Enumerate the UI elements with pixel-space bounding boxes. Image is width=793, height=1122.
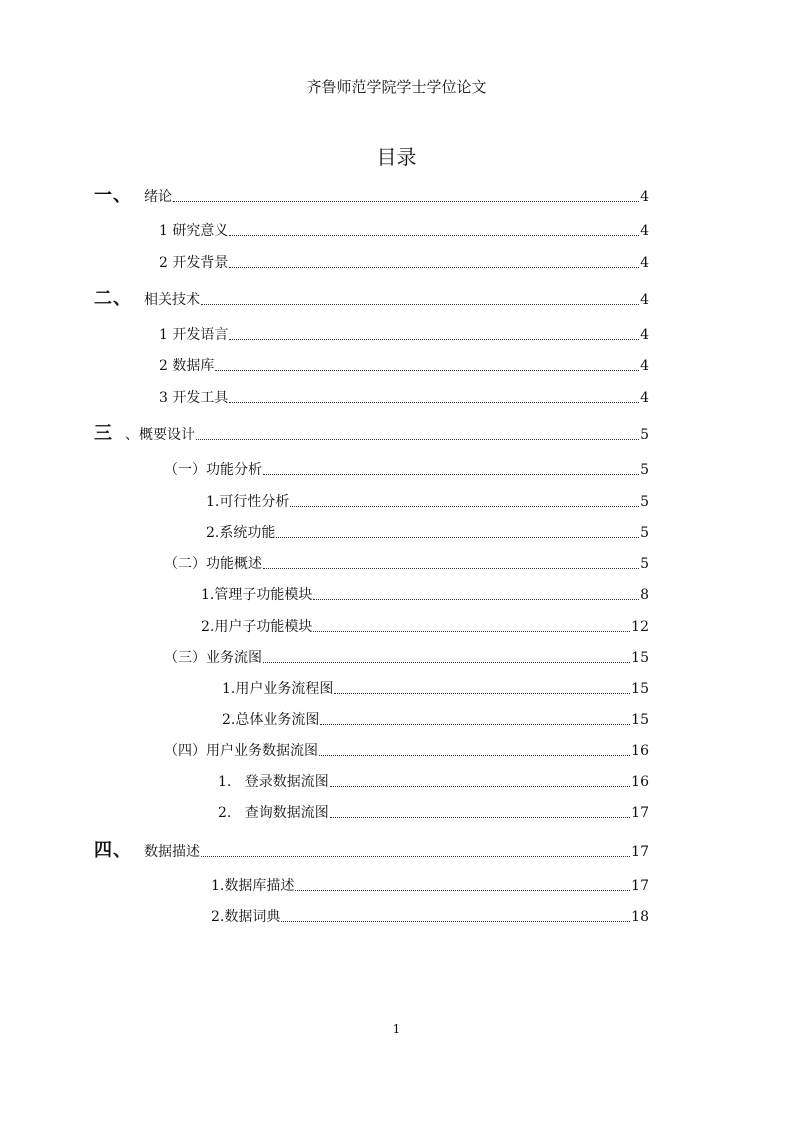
toc-page: 4 [640,255,649,271]
toc-entry[interactable] [94,187,649,207]
dot-leader [290,506,639,507]
toc-text: 绪论 [144,189,172,205]
dot-leader [263,662,630,663]
toc-page: 17 [631,844,649,860]
dot-leader [173,201,639,202]
toc-page: 18 [631,909,649,925]
toc-text: 功能分析 [206,462,262,478]
toc-text: 开发工具 [172,390,229,406]
toc-entry[interactable] [159,221,649,241]
dot-leader [263,474,639,475]
dot-leader [229,267,639,268]
toc-page: 5 [640,525,649,541]
toc-text: 研究意义 [172,223,229,239]
running-header: 齐鲁师范学院学士学位论文 [306,78,487,96]
toc-number: 2. [201,619,215,635]
dot-leader [330,817,630,818]
dot-leader [313,599,639,600]
toc-entry[interactable] [206,492,649,512]
toc-page: 4 [640,189,649,205]
dot-leader [319,755,630,756]
toc-entry[interactable] [201,585,649,605]
toc-page: 4 [640,327,649,343]
toc-text: 数据词典 [224,909,281,925]
toc-entry[interactable] [222,710,649,730]
toc-page: 17 [631,805,649,821]
toc-number: （一） [164,462,206,478]
toc-entry[interactable] [164,460,649,480]
toc-number: （二） [164,556,206,572]
toc-page: 4 [640,223,649,239]
toc-number: 1. [211,878,225,894]
toc-text: 总体业务流图 [235,712,320,728]
toc-page: 15 [631,650,649,666]
toc-text: 开发背景 [172,255,229,271]
page-title: 目录 [376,145,417,169]
toc-text: 开发语言 [172,327,229,343]
toc-entry[interactable] [164,648,649,668]
dot-leader [263,568,639,569]
toc-page: 5 [640,494,649,510]
dot-leader [201,856,630,857]
dot-leader [229,402,639,403]
toc-text: 管理子功能模块 [214,587,313,603]
toc-number: 一、 [94,185,132,206]
dot-leader [276,537,639,538]
dot-leader [229,235,639,236]
toc-text: 数据库 [172,358,215,374]
toc-number: 1. [222,681,236,697]
toc-number: 1 [159,327,168,343]
toc-page: 5 [640,556,649,572]
toc-entry[interactable] [218,772,649,792]
toc-number: 1. [206,494,220,510]
dot-leader [215,370,639,371]
toc-entry[interactable] [211,876,649,896]
toc-entry[interactable] [211,907,649,927]
toc-number: 2 [159,255,168,271]
toc-page: 17 [631,878,649,894]
toc-number: 2. [211,909,225,925]
toc-page: 4 [640,358,649,374]
page-number: 1 [392,1022,401,1036]
toc-entry[interactable] [94,425,649,445]
toc-page: 4 [640,292,649,308]
toc-text: 业务流图 [206,650,262,666]
dot-leader [196,439,639,440]
toc-number: 四、 [94,840,132,861]
toc-number: 2. [218,805,232,821]
toc-page: 5 [640,462,649,478]
toc-page: 8 [640,587,649,603]
dot-leader [281,921,630,922]
toc-entry[interactable] [201,617,649,637]
toc-entry[interactable] [222,679,649,699]
toc-text: 用户业务流程图 [235,681,334,697]
toc-text: 功能概述 [206,556,262,572]
toc-entry[interactable] [206,523,649,543]
toc-number: 3 [159,390,168,406]
toc-number: 2. [206,525,220,541]
toc-text: 查询数据流图 [244,805,329,821]
toc-number: 1 [159,223,168,239]
toc-page: 16 [631,774,649,790]
toc-text: 相关技术 [144,292,200,308]
toc-number: 2 [159,358,168,374]
toc-number: 1. [201,587,215,603]
toc-entry[interactable] [159,325,649,345]
toc-text: 、概要设计 [125,427,195,443]
toc-entry[interactable] [159,253,649,273]
dot-leader [229,339,639,340]
toc-number: 二、 [94,288,132,309]
toc-page: 5 [640,427,649,443]
toc-text: 数据库描述 [224,878,295,894]
toc-entry[interactable] [159,356,649,376]
toc-page: 12 [631,619,649,635]
toc-entry[interactable] [159,388,649,408]
dot-leader [320,724,630,725]
dot-leader [330,786,630,787]
toc-text: 系统功能 [219,525,276,541]
toc-page: 16 [631,743,649,759]
toc-text: 数据描述 [144,844,200,860]
dot-leader [201,304,639,305]
dot-leader [313,631,630,632]
toc-page: 15 [631,712,649,728]
toc-page: 4 [640,390,649,406]
toc-text: 用户子功能模块 [214,619,313,635]
toc-page: 15 [631,681,649,697]
toc-entry[interactable] [218,803,649,823]
dot-leader [295,890,630,891]
toc-entry[interactable] [94,290,649,310]
toc-number: 三 [94,423,113,444]
toc-text: 登录数据流图 [244,774,329,790]
toc-number: 2. [222,712,236,728]
toc-entry[interactable] [94,842,649,862]
toc-text: 用户业务数据流图 [206,743,318,759]
toc-entry[interactable] [164,554,649,574]
toc-entry[interactable] [164,741,649,761]
toc-number: 1. [218,774,232,790]
toc-number: （三） [164,650,206,666]
toc-number: （四） [164,743,206,759]
toc-text: 可行性分析 [219,494,290,510]
dot-leader [334,693,630,694]
